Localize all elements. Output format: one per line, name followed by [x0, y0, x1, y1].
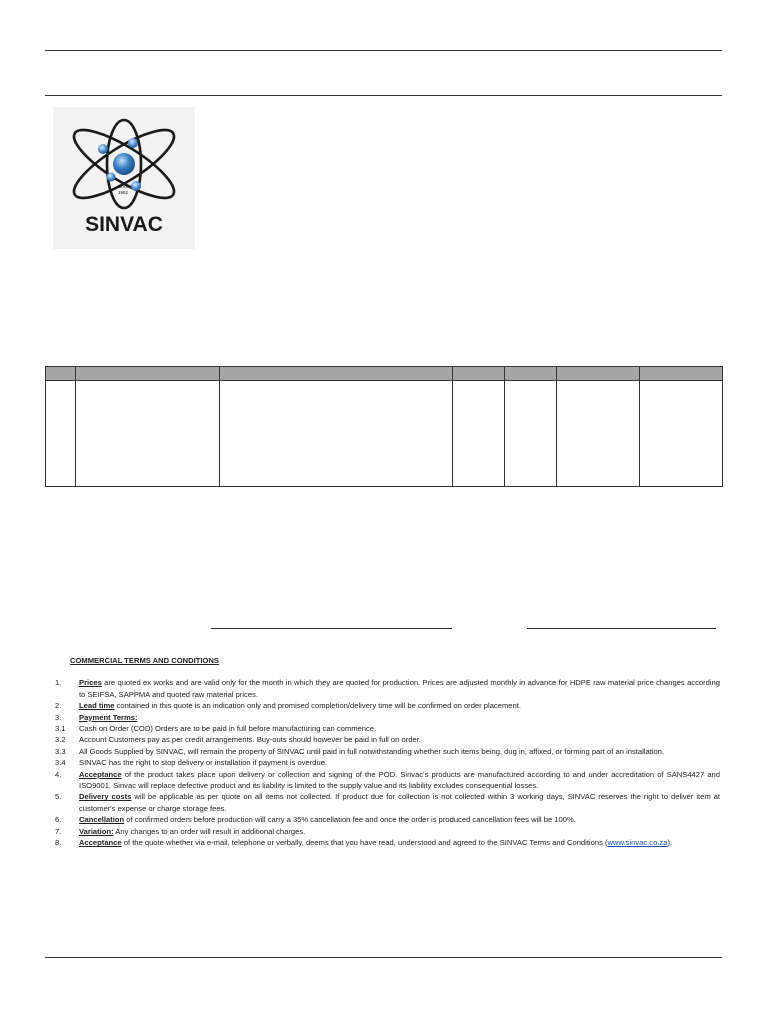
- term-item: [55, 700, 720, 711]
- table-cell: [505, 451, 557, 487]
- table-row: [46, 416, 723, 451]
- term-body: of the product takes place upon delivery or collection and signing of the POD. Sinvac's products are manufactured according to and under accreditation of SANS4427 and ISO9001. Sinvac will replace defective product and its liability is limited to the supply value and its liability excludes consequential losses.: [79, 769, 720, 791]
- term-item: [55, 734, 720, 745]
- term-body: will be applicable as per quote on all items not collected. If product due for collection is not collected within 3 working days, SINVAC reserves the right to deliver item at customer's expense or charge storage fees.: [79, 792, 721, 813]
- term-body: are quoted ex works and are valid only for the month in which they are quoted for production. Prices are adjusted monthly in advance for HDPE raw material price changes according to SEIFSA, SAPPMA and quoted raw material prices.: [79, 678, 720, 699]
- table-cell: [46, 381, 76, 417]
- table-cell: [557, 451, 640, 487]
- terms-list: [55, 677, 720, 848]
- top-rule: [45, 50, 722, 51]
- terms-heading: COMMERCIAL TERMS AND CONDITIONS: [70, 656, 219, 665]
- term-number: 3.4: [55, 758, 66, 768]
- term-body: Cash on Order (COD) Orders are to be paid in full before manufacturing can commence.: [79, 724, 377, 734]
- term-body: All Goods Supplied by SINVAC, will remain the property of SINVAC until paid in full notwithstanding whether such items being, dug in, affixed, or forming part of an installation.: [79, 746, 665, 756]
- table-cell: [640, 381, 723, 417]
- term-number: 2.: [55, 701, 62, 711]
- table-cell: [76, 416, 220, 451]
- term-item: [55, 757, 720, 768]
- term-item: [55, 746, 720, 757]
- term-item: [55, 677, 720, 700]
- table-cell: [557, 381, 640, 417]
- table-cell: [453, 381, 505, 417]
- table-cell: [76, 381, 220, 417]
- header-cell: [640, 367, 723, 381]
- term-item: [55, 723, 720, 734]
- term-text: [79, 746, 720, 757]
- commercial-terms: [55, 655, 720, 849]
- sinvac-logo: [53, 107, 195, 249]
- term-body: Account Customers pay as per credit arrangements. Buy-outs should however be paid in full on order.: [79, 735, 421, 745]
- header-cell: [76, 367, 220, 381]
- term-body: contained in this quote is an indication only and promised completion/delivery time will be confirmed on order placement.: [114, 701, 521, 711]
- term-item: [55, 769, 720, 792]
- atom-logo-icon: [53, 107, 195, 249]
- table-cell: [453, 416, 505, 451]
- term-number: 1.: [55, 678, 62, 688]
- term-number: 4.: [55, 769, 62, 779]
- term-text: [79, 837, 720, 848]
- term-item: [55, 837, 720, 848]
- header-cell: [46, 367, 76, 381]
- table-cell: [220, 451, 453, 487]
- logo-year-text: 1962: [117, 190, 129, 195]
- header-rule: [45, 95, 722, 96]
- term-item: [55, 814, 720, 825]
- term-keyword: Payment Terms:: [79, 712, 138, 722]
- term-keyword: Acceptance: [79, 838, 122, 848]
- table-cell: [46, 416, 76, 451]
- term-keyword: Prices: [79, 678, 102, 688]
- term-text: [79, 723, 720, 734]
- table-cell: [505, 381, 557, 417]
- term-keyword: Lead time: [79, 701, 115, 711]
- term-number: 3.: [55, 712, 62, 722]
- term-text: [79, 677, 720, 700]
- term-text: [79, 712, 720, 723]
- date-line: [527, 628, 716, 629]
- table-header-row: [46, 367, 723, 381]
- table-cell: [453, 451, 505, 487]
- term-keyword: Cancellation: [79, 815, 125, 825]
- term-text: [79, 814, 720, 825]
- term-item: [55, 791, 720, 814]
- term-keyword: Delivery costs: [79, 792, 132, 802]
- term-number: 3.1: [55, 724, 66, 734]
- quote-items-table: [45, 366, 723, 487]
- table-cell: [640, 416, 723, 451]
- table-cell: [640, 451, 723, 487]
- header-cell: [220, 367, 453, 381]
- term-tail: ).: [667, 838, 673, 848]
- footer-rule: [45, 957, 722, 958]
- signature-line: [211, 628, 452, 629]
- header-cell: [557, 367, 640, 381]
- table-cell: [46, 451, 76, 487]
- term-text: [79, 700, 720, 711]
- term-text: [79, 826, 720, 837]
- term-item: [55, 712, 720, 723]
- table-row: [46, 381, 723, 417]
- term-item: [55, 826, 720, 837]
- logo-brand-text: SINVAC: [85, 213, 163, 236]
- table-cell: [557, 416, 640, 451]
- term-text: [79, 734, 720, 745]
- term-keyword: Variation:: [79, 826, 114, 836]
- table-row: [46, 451, 723, 487]
- logo-since-text: Since: [117, 184, 129, 189]
- term-body: SINVAC has the right to stop delivery or installation if payment is overdue.: [79, 758, 328, 768]
- term-number: 3.2: [55, 735, 66, 745]
- header-cell: [505, 367, 557, 381]
- term-body: of the quote whether via e-mail, telephone or verbally, deems that you have read, understood and agreed to the SINVAC Terms and Conditions (: [121, 838, 608, 848]
- term-number: 5.: [55, 792, 62, 802]
- term-text: [79, 791, 720, 814]
- table-cell: [220, 416, 453, 451]
- term-number: 8.: [55, 838, 62, 848]
- term-number: 6.: [55, 815, 62, 825]
- website-link[interactable]: www.sinvac.co.za: [607, 838, 668, 848]
- term-text: [79, 769, 720, 792]
- table-cell: [220, 381, 453, 417]
- term-body: Any changes to an order will result in additional charges.: [113, 826, 306, 836]
- term-keyword: Acceptance: [79, 769, 122, 779]
- table-cell: [505, 416, 557, 451]
- term-text: [79, 757, 720, 768]
- table-cell: [76, 451, 220, 487]
- term-number: 3.3: [55, 746, 66, 756]
- header-cell: [453, 367, 505, 381]
- term-body: of confirmed orders before production will carry a 35% cancellation fee and once the order is produced cancellation fees will be 100%.: [124, 815, 576, 825]
- term-number: 7.: [55, 826, 62, 836]
